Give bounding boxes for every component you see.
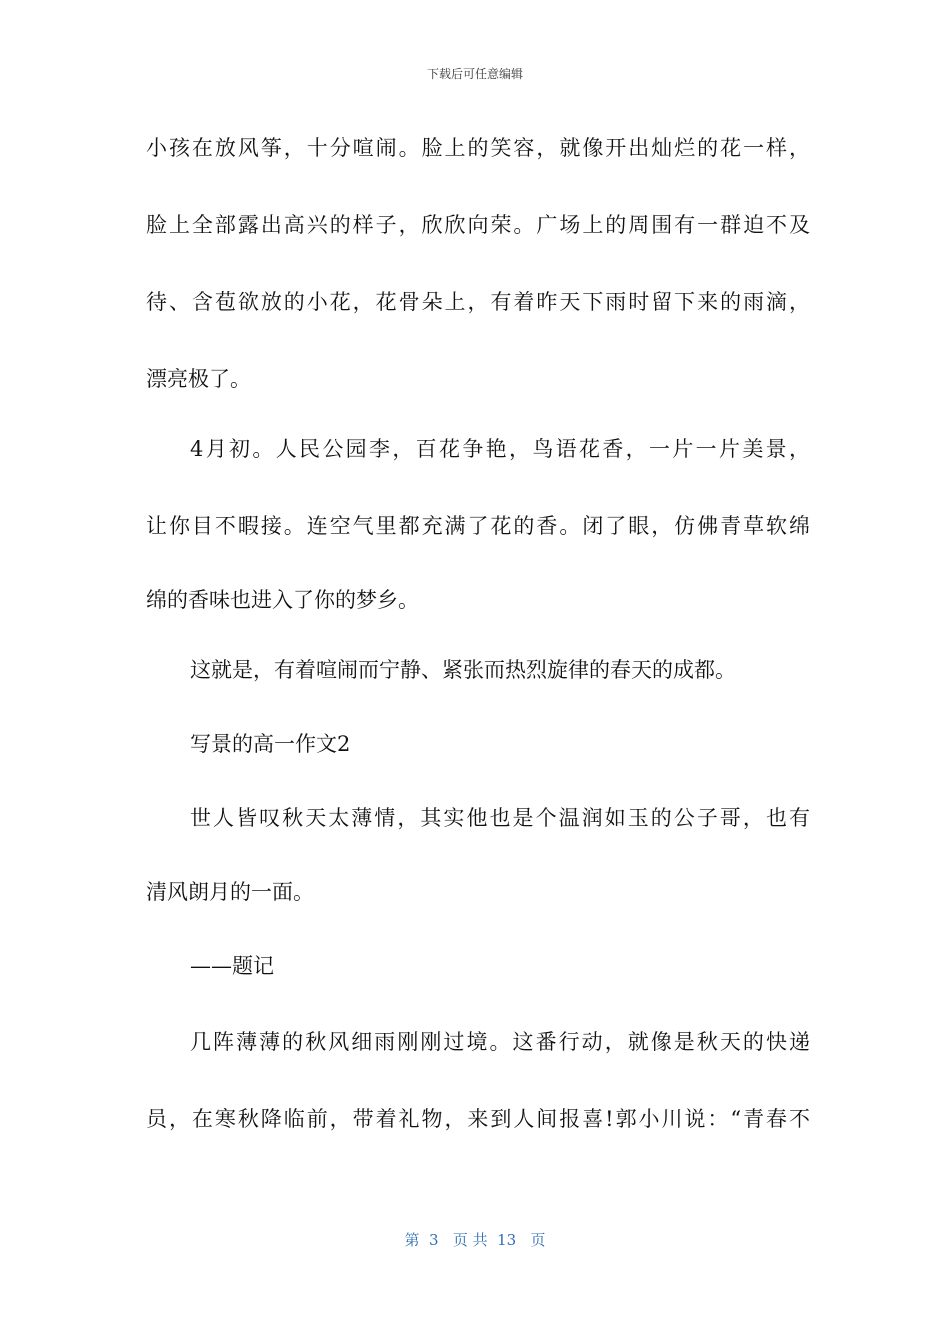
- text-line: 世人皆叹秋天太薄情，其实他也是个温润如玉的公子哥，也有: [190, 806, 810, 830]
- text-line: 员，在寒秋降临前，带着礼物，来到人间报喜!郭小川说：“青春不: [146, 1107, 810, 1131]
- text-line: 绵的香味也进入了你的梦乡。: [146, 588, 419, 612]
- text-line: 漂亮极了。: [146, 367, 251, 391]
- page-number-footer: 第 3 页 共 13 页: [404, 1231, 546, 1249]
- page-header: 下载后可任意编辑: [426, 67, 523, 81]
- text-line: 4月初。人民公园李，百花争艳，鸟语花香，一片一片美景，: [190, 437, 810, 461]
- section-title: 写景的高一作文2: [190, 732, 351, 756]
- text-line: 待、含苞欲放的小花，花骨朵上，有着昨天下雨时留下来的雨滴，: [146, 290, 810, 314]
- text-line: 清风朗月的一面。: [146, 880, 314, 904]
- epigraph-attribution: ——题记: [190, 954, 274, 978]
- text-line: 这就是，有着喧闹而宁静、紧张而热烈旋律的春天的成都。: [190, 658, 736, 682]
- text-line: 小孩在放风筝，十分喧闹。脸上的笑容，就像开出灿烂的花一样，: [146, 136, 810, 160]
- text-line: 让你目不暇接。连空气里都充满了花的香。闭了眼，仿佛青草软绵: [146, 514, 810, 538]
- text-line: 几阵薄薄的秋风细雨刚刚过境。这番行动，就像是秋天的快递: [190, 1030, 810, 1054]
- text-line: 脸上全部露出高兴的样子，欣欣向荣。广场上的周围有一群迫不及: [146, 213, 810, 237]
